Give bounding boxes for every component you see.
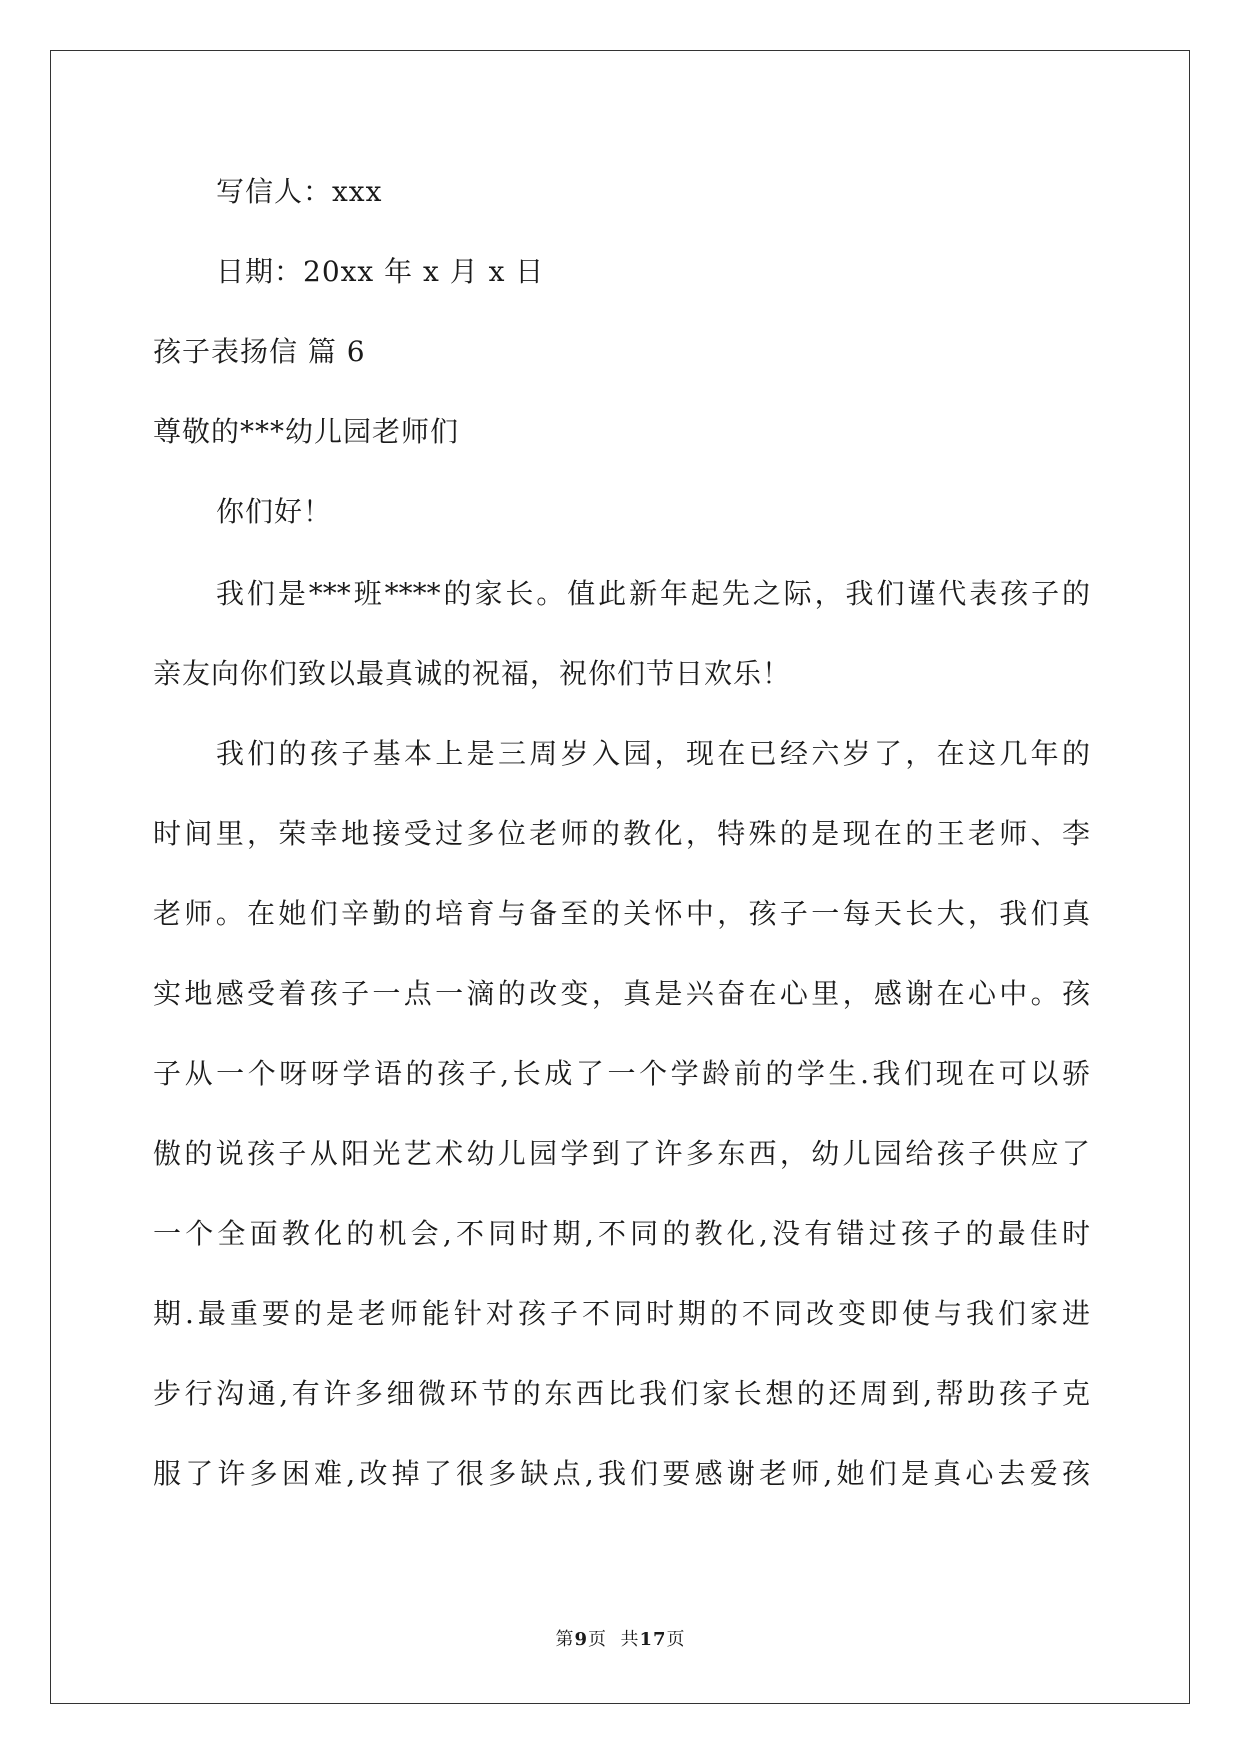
paragraph-line: 时间里，荣幸地接受过多位老师的教化，特殊的是现在的王老师、李: [153, 817, 1090, 850]
date-line: 日期：20xx 年 x 月 x 日: [216, 255, 545, 288]
paragraph-line: 我们的孩子基本上是三周岁入园，现在已经六岁了，在这几年的: [216, 737, 1090, 770]
total-page-number: 17: [639, 1629, 667, 1650]
paragraph-line: 服了许多困难,改掉了很多缺点,我们要感谢老师,她们是真心去爱孩: [153, 1457, 1090, 1490]
paragraph-line: 我们是***班****的家长。值此新年起先之际，我们谨代表孩子的: [216, 577, 1090, 610]
paragraph-line: 亲友向你们致以最真诚的祝福，祝你们节日欢乐！: [153, 657, 792, 690]
paragraph-line: 步行沟通,有许多细微环节的东西比我们家长想的还周到,帮助孩子克: [153, 1377, 1090, 1410]
current-page-number: 9: [574, 1629, 588, 1650]
salutation: 尊敬的***幼儿园老师们: [153, 415, 460, 448]
footer-prefix: 第: [555, 1629, 575, 1650]
greeting: 你们好！: [216, 495, 333, 528]
paragraph-line: 子从一个呀呀学语的孩子,长成了一个学龄前的学生.我们现在可以骄: [153, 1057, 1090, 1090]
writer-line: 写信人：xxx: [216, 175, 383, 208]
paragraph-line: 一个全面教化的机会,不同时期,不同的教化,没有错过孩子的最佳时: [153, 1217, 1090, 1250]
footer-suffix: 页: [666, 1629, 686, 1650]
paragraph-line: 期.最重要的是老师能针对孩子不同时期的不同改变即使与我们家进: [153, 1297, 1090, 1330]
page-footer: [0, 1628, 1241, 1652]
paragraph-line: 实地感受着孩子一点一滴的改变，真是兴奋在心里，感谢在心中。孩: [153, 977, 1090, 1010]
section-heading: 孩子表扬信 篇 6: [153, 335, 366, 368]
paragraph-line: 老师。在她们辛勤的培育与备至的关怀中，孩子一每天长大，我们真: [153, 897, 1090, 930]
footer-mid: 页 共: [588, 1629, 640, 1650]
paragraph-line: 傲的说孩子从阳光艺术幼儿园学到了许多东西，幼儿园给孩子供应了: [153, 1137, 1090, 1170]
